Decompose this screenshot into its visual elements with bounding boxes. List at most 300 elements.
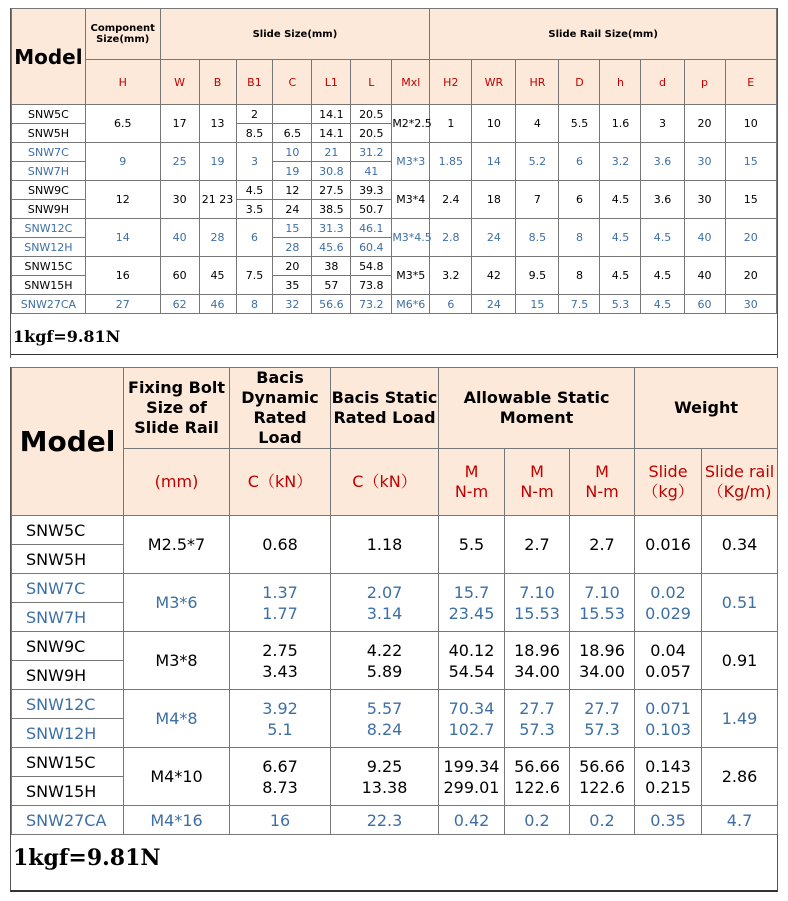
cell-l: 41: [351, 162, 392, 181]
cell-value: 0.2: [589, 810, 615, 830]
cell-h: 5.3: [600, 295, 641, 314]
symbol-wr: WR: [472, 60, 516, 105]
cell-value: 122.6: [514, 777, 560, 797]
cell-b1: 7.5: [236, 257, 273, 295]
cell-rail: 0.91: [702, 632, 778, 690]
cell-b1: 3.5: [236, 200, 273, 219]
cell-m1: [439, 806, 505, 835]
cell-value: 40.12: [448, 640, 495, 660]
model-cell: SNW12H: [12, 719, 124, 748]
table-row: [12, 257, 777, 276]
cell-b: 21 23: [199, 181, 236, 219]
cell-value: 15.53: [514, 603, 560, 623]
model-cell: SNW9H: [12, 200, 86, 219]
symbol-hr: HR: [516, 60, 559, 105]
symbol-l1: L1: [312, 60, 351, 105]
cell-l: 39.3: [351, 181, 392, 200]
cell-e: 15: [725, 143, 777, 181]
cell-l: 73.2: [351, 295, 392, 314]
slide-weight-unit: Slide （kg）: [635, 449, 702, 516]
spec-sheet-loads: [10, 367, 778, 892]
slide-size-header: Slide Size(mm): [160, 9, 430, 60]
model-cell: SNW15H: [12, 276, 86, 295]
cell-l1: 56.6: [312, 295, 351, 314]
cell-p: 40: [684, 219, 725, 257]
cell-value: 0.029: [645, 603, 691, 623]
model-cell: SNW12H: [12, 238, 86, 257]
bolt-cell: M3*8: [124, 632, 230, 690]
cell-slide: [635, 516, 702, 574]
symbol-c: C: [273, 60, 312, 105]
cell-l: 20.5: [351, 124, 392, 143]
cell-h: 9: [85, 143, 160, 181]
cell-value: 0.2: [524, 810, 550, 830]
cell-l: 54.8: [351, 257, 392, 276]
cell-value: 57.3: [584, 719, 620, 739]
conversion-note: 1kgf=9.81N: [13, 327, 121, 346]
cell-d: 4.5: [641, 257, 684, 295]
cell-m3: [570, 806, 635, 835]
dynamic-load-header: Bacis Dynamic Rated Load: [230, 368, 331, 449]
cell-h: 12: [85, 181, 160, 219]
symbol-h2: H2: [430, 60, 472, 105]
table-row: [12, 574, 778, 603]
cell-value: 56.66: [579, 756, 625, 776]
static-load-header: Bacis Static Rated Load: [331, 368, 439, 449]
cell-b1: 4.5: [236, 181, 273, 200]
bolt-header: Fixing Bolt Size of Slide Rail: [124, 368, 230, 449]
cell-value: 199.34: [443, 756, 500, 776]
cell-l1: 21: [312, 143, 351, 162]
cell-rail: 0.34: [702, 516, 778, 574]
cell-wr: 24: [472, 219, 516, 257]
model-header-2: Model: [12, 368, 124, 516]
cell-value: 23.45: [448, 603, 495, 623]
cell-h2: 2.8: [430, 219, 472, 257]
table-row: [12, 105, 777, 124]
table-row: [12, 219, 777, 238]
cell-d: 5.5: [559, 105, 600, 143]
cell-d: 8: [559, 257, 600, 295]
cell-hr: 4: [516, 105, 559, 143]
cell-d: 4.5: [641, 219, 684, 257]
moment-unit-2: M N-m: [505, 449, 570, 516]
cell-value: 299.01: [443, 777, 500, 797]
cell-b: 46: [199, 295, 236, 314]
cell-l: 31.2: [351, 143, 392, 162]
cell-w: 40: [160, 219, 199, 257]
cell-m3: [570, 574, 635, 632]
cell-value: 1.77: [262, 603, 298, 623]
cell-l: 20.5: [351, 105, 392, 124]
bolt-cell: M3*6: [124, 574, 230, 632]
cell-m2: [505, 516, 570, 574]
cell-c: 20: [273, 257, 312, 276]
cell-dyn: [230, 690, 331, 748]
cell-value: 3.92: [262, 698, 298, 718]
cell-m1: [439, 748, 505, 806]
cell-value: 102.7: [448, 719, 495, 739]
cell-e: 30: [725, 295, 777, 314]
cell-c: 10: [273, 143, 312, 162]
moment-header: Allowable Static Moment: [439, 368, 635, 449]
symbol-p: p: [684, 60, 725, 105]
rail-size-header: Slide Rail Size(mm): [430, 9, 777, 60]
component-size-header: Component Size(mm): [85, 9, 160, 60]
cell-value: 16: [269, 810, 291, 830]
bolt-unit: (mm): [124, 449, 230, 516]
cell-h: 6.5: [85, 105, 160, 143]
cell-value: 27.7: [584, 698, 620, 718]
cell-h: 4.5: [600, 181, 641, 219]
cell-h: 27: [85, 295, 160, 314]
bolt-cell: M4*10: [124, 748, 230, 806]
cell-h2: 1: [430, 105, 472, 143]
model-cell: SNW12C: [12, 690, 124, 719]
cell-m1: [439, 632, 505, 690]
symbol-h: h: [600, 60, 641, 105]
cell-value: 22.3: [366, 810, 403, 830]
cell-b1: 6: [236, 219, 273, 257]
symbol-e: E: [725, 60, 777, 105]
cell-value: 0.215: [645, 777, 691, 797]
cell-e: 20: [725, 219, 777, 257]
model-cell: SNW15C: [12, 748, 124, 777]
cell-dyn: [230, 574, 331, 632]
cell-value: 27.7: [519, 698, 555, 718]
weight-header: Weight: [635, 368, 778, 449]
cell-hr: 8.5: [516, 219, 559, 257]
cell-value: 2.7: [524, 535, 550, 554]
cell-m2: [505, 748, 570, 806]
cell-l1: 30.8: [312, 162, 351, 181]
cell-stat: [331, 516, 439, 574]
symbol-b1: B1: [236, 60, 273, 105]
cell-p: 30: [684, 181, 725, 219]
cell-b1: 3: [236, 143, 273, 181]
model-cell: SNW9C: [12, 181, 86, 200]
symbol-d: d: [641, 60, 684, 105]
cell-l1: 14.1: [312, 124, 351, 143]
cell-w: 17: [160, 105, 199, 143]
cell-wr: 18: [472, 181, 516, 219]
cell-value: 0.02: [650, 582, 686, 602]
cell-h: 4.5: [600, 219, 641, 257]
cell-m3: [570, 748, 635, 806]
unit-row: [12, 449, 778, 516]
cell-mxl: M3*5: [392, 257, 430, 295]
cell-value: 0.35: [650, 810, 686, 830]
cell-b: 28: [199, 219, 236, 257]
cell-l: 46.1: [351, 219, 392, 238]
table-row: [12, 806, 778, 835]
cell-value: 15.7: [453, 582, 490, 602]
cell-value: 1.18: [366, 535, 403, 554]
cell-wr: 10: [472, 105, 516, 143]
cell-value: 7.10: [584, 582, 620, 602]
cell-m1: [439, 574, 505, 632]
cell-rail: 4.7: [702, 806, 778, 835]
conversion-note-2: 1kgf=9.81N: [13, 845, 161, 871]
cell-value: 5.89: [366, 661, 403, 681]
model-cell: SNW9C: [12, 632, 124, 661]
bolt-cell: M4*16: [124, 806, 230, 835]
cell-c: 12: [273, 181, 312, 200]
table-row: [12, 516, 778, 545]
cell-c: [273, 105, 312, 124]
cell-stat: [331, 574, 439, 632]
cell-m1: [439, 516, 505, 574]
cell-l: 50.7: [351, 200, 392, 219]
cell-slide: [635, 574, 702, 632]
cell-c: 28: [273, 238, 312, 257]
symbol-b: B: [199, 60, 236, 105]
model-cell: SNW9H: [12, 661, 124, 690]
cell-value: 0.42: [453, 810, 490, 830]
cell-h2: 1.85: [430, 143, 472, 181]
cell-stat: [331, 806, 439, 835]
cell-value: 13.38: [361, 777, 408, 797]
cell-slide: [635, 632, 702, 690]
cell-l1: 57: [312, 276, 351, 295]
cell-hr: 15: [516, 295, 559, 314]
symbol-l: L: [351, 60, 392, 105]
cell-value: 15.53: [579, 603, 625, 623]
symbol-d: D: [559, 60, 600, 105]
cell-c: 6.5: [273, 124, 312, 143]
model-cell: SNW7C: [12, 574, 124, 603]
cell-l1: 45.6: [312, 238, 351, 257]
cell-value: 1.37: [262, 582, 298, 602]
cell-d: 3: [641, 105, 684, 143]
bolt-cell: M2.5*7: [124, 516, 230, 574]
divider: [11, 354, 777, 355]
table-row: [12, 143, 777, 162]
table-row: [12, 181, 777, 200]
cell-b: 13: [199, 105, 236, 143]
cell-value: 34.00: [514, 661, 560, 681]
cell-value: 18.96: [514, 640, 560, 660]
cell-h2: 3.2: [430, 257, 472, 295]
cell-value: 9.25: [366, 756, 403, 776]
cell-b1: 2: [236, 105, 273, 124]
cell-value: 2.07: [366, 582, 403, 602]
cell-w: 25: [160, 143, 199, 181]
cell-rail: 0.51: [702, 574, 778, 632]
cell-value: 122.6: [579, 777, 625, 797]
cell-hr: 7: [516, 181, 559, 219]
cell-mxl: M3*3: [392, 143, 430, 181]
cell-rail: 2.86: [702, 748, 778, 806]
cell-value: 56.66: [514, 756, 560, 776]
cell-value: 0.103: [645, 719, 691, 739]
cell-value: 57.3: [519, 719, 555, 739]
rail-weight-unit: Slide rail （Kg/m): [702, 449, 778, 516]
cell-wr: 14: [472, 143, 516, 181]
cell-p: 20: [684, 105, 725, 143]
moment-unit-3: M N-m: [570, 449, 635, 516]
cell-stat: [331, 748, 439, 806]
cell-mxl: M6*6: [392, 295, 430, 314]
cell-w: 62: [160, 295, 199, 314]
table-row: [12, 632, 778, 661]
model-cell: SNW5H: [12, 545, 124, 574]
dimension-table-body: [12, 105, 777, 314]
cell-d: 3.6: [641, 143, 684, 181]
model-cell: SNW15H: [12, 777, 124, 806]
cell-hr: 5.2: [516, 143, 559, 181]
model-cell: SNW5H: [12, 124, 86, 143]
cell-stat: [331, 690, 439, 748]
cell-d: 6: [559, 143, 600, 181]
symbol-mxl: Mxl: [392, 60, 430, 105]
cell-w: 30: [160, 181, 199, 219]
cell-value: 0.04: [650, 640, 686, 660]
cell-h2: 6: [430, 295, 472, 314]
model-cell: SNW5C: [12, 105, 86, 124]
cell-dyn: [230, 806, 331, 835]
load-table: [11, 367, 778, 835]
table-row: [12, 295, 777, 314]
model-cell: SNW5C: [12, 516, 124, 545]
cell-value: 4.22: [366, 640, 403, 660]
cell-b1: 8.5: [236, 124, 273, 143]
model-cell: SNW12C: [12, 219, 86, 238]
cell-d: 7.5: [559, 295, 600, 314]
cell-m3: [570, 632, 635, 690]
table-row: [12, 690, 778, 719]
cell-value: 2.7: [589, 535, 615, 554]
spec-sheet-dimensions: [10, 8, 778, 358]
cell-h: 14: [85, 219, 160, 257]
cell-l1: 14.1: [312, 105, 351, 124]
symbol-w: W: [160, 60, 199, 105]
dynamic-unit: C（kN）: [230, 449, 331, 516]
static-unit: C（kN）: [331, 449, 439, 516]
load-table-body: [12, 516, 778, 835]
cell-dyn: [230, 748, 331, 806]
table-row: [12, 748, 778, 777]
cell-slide: [635, 806, 702, 835]
cell-value: 7.10: [519, 582, 555, 602]
cell-m3: [570, 690, 635, 748]
model-cell: SNW15C: [12, 257, 86, 276]
cell-l1: 38.5: [312, 200, 351, 219]
model-cell: SNW7H: [12, 603, 124, 632]
cell-value: 70.34: [448, 698, 495, 718]
cell-l: 60.4: [351, 238, 392, 257]
cell-p: 40: [684, 257, 725, 295]
cell-wr: 42: [472, 257, 516, 295]
model-cell: SNW27CA: [12, 295, 86, 314]
cell-l: 73.8: [351, 276, 392, 295]
cell-p: 30: [684, 143, 725, 181]
cell-h2: 2.4: [430, 181, 472, 219]
cell-h: 16: [85, 257, 160, 295]
cell-value: 18.96: [579, 640, 625, 660]
cell-value: 8.73: [262, 777, 298, 797]
cell-mxl: M2*2.5: [392, 105, 430, 143]
cell-l1: 38: [312, 257, 351, 276]
cell-stat: [331, 632, 439, 690]
cell-dyn: [230, 632, 331, 690]
cell-e: 10: [725, 105, 777, 143]
symbol-row: [12, 60, 777, 105]
cell-mxl: M3*4.5: [392, 219, 430, 257]
cell-value: 3.14: [366, 603, 403, 623]
cell-b: 45: [199, 257, 236, 295]
moment-unit-1: M N-m: [439, 449, 505, 516]
cell-value: 34.00: [579, 661, 625, 681]
cell-e: 15: [725, 181, 777, 219]
cell-value: 3.43: [262, 661, 298, 681]
cell-value: 0.057: [645, 661, 691, 681]
cell-value: 0.68: [262, 535, 298, 554]
cell-b: 19: [199, 143, 236, 181]
cell-l1: 31.3: [312, 219, 351, 238]
cell-value: 5.5: [458, 535, 485, 554]
cell-m2: [505, 574, 570, 632]
cell-m3: [570, 516, 635, 574]
cell-value: 0.071: [645, 698, 691, 718]
cell-b1: 8: [236, 295, 273, 314]
model-cell: SNW7C: [12, 143, 86, 162]
cell-value: 2.75: [262, 640, 298, 660]
cell-rail: 1.49: [702, 690, 778, 748]
cell-slide: [635, 690, 702, 748]
cell-c: 35: [273, 276, 312, 295]
cell-value: 0.143: [645, 756, 691, 776]
cell-d: 8: [559, 219, 600, 257]
bolt-cell: M4*8: [124, 690, 230, 748]
cell-p: 60: [684, 295, 725, 314]
cell-h: 3.2: [600, 143, 641, 181]
cell-mxl: M3*4: [392, 181, 430, 219]
model-cell: SNW7H: [12, 162, 86, 181]
cell-h: 1.6: [600, 105, 641, 143]
cell-dyn: [230, 516, 331, 574]
model-header: Model: [12, 9, 86, 105]
cell-value: 0.016: [645, 535, 691, 554]
cell-m2: [505, 690, 570, 748]
cell-value: 5.57: [366, 698, 403, 718]
cell-c: 24: [273, 200, 312, 219]
cell-value: 8.24: [366, 719, 403, 739]
cell-m2: [505, 806, 570, 835]
cell-d: 3.6: [641, 181, 684, 219]
cell-value: 5.1: [267, 719, 293, 739]
cell-wr: 24: [472, 295, 516, 314]
model-cell: SNW27CA: [12, 806, 124, 835]
cell-m2: [505, 632, 570, 690]
cell-c: 15: [273, 219, 312, 238]
cell-d: 6: [559, 181, 600, 219]
cell-hr: 9.5: [516, 257, 559, 295]
cell-l1: 27.5: [312, 181, 351, 200]
cell-value: 6.67: [262, 756, 298, 776]
cell-c: 32: [273, 295, 312, 314]
cell-w: 60: [160, 257, 199, 295]
cell-h: 4.5: [600, 257, 641, 295]
cell-e: 20: [725, 257, 777, 295]
cell-d: 4.5: [641, 295, 684, 314]
symbol-h: H: [85, 60, 160, 105]
cell-c: 19: [273, 162, 312, 181]
dimension-table: [11, 8, 777, 314]
cell-m1: [439, 690, 505, 748]
cell-slide: [635, 748, 702, 806]
cell-value: 54.54: [448, 661, 495, 681]
